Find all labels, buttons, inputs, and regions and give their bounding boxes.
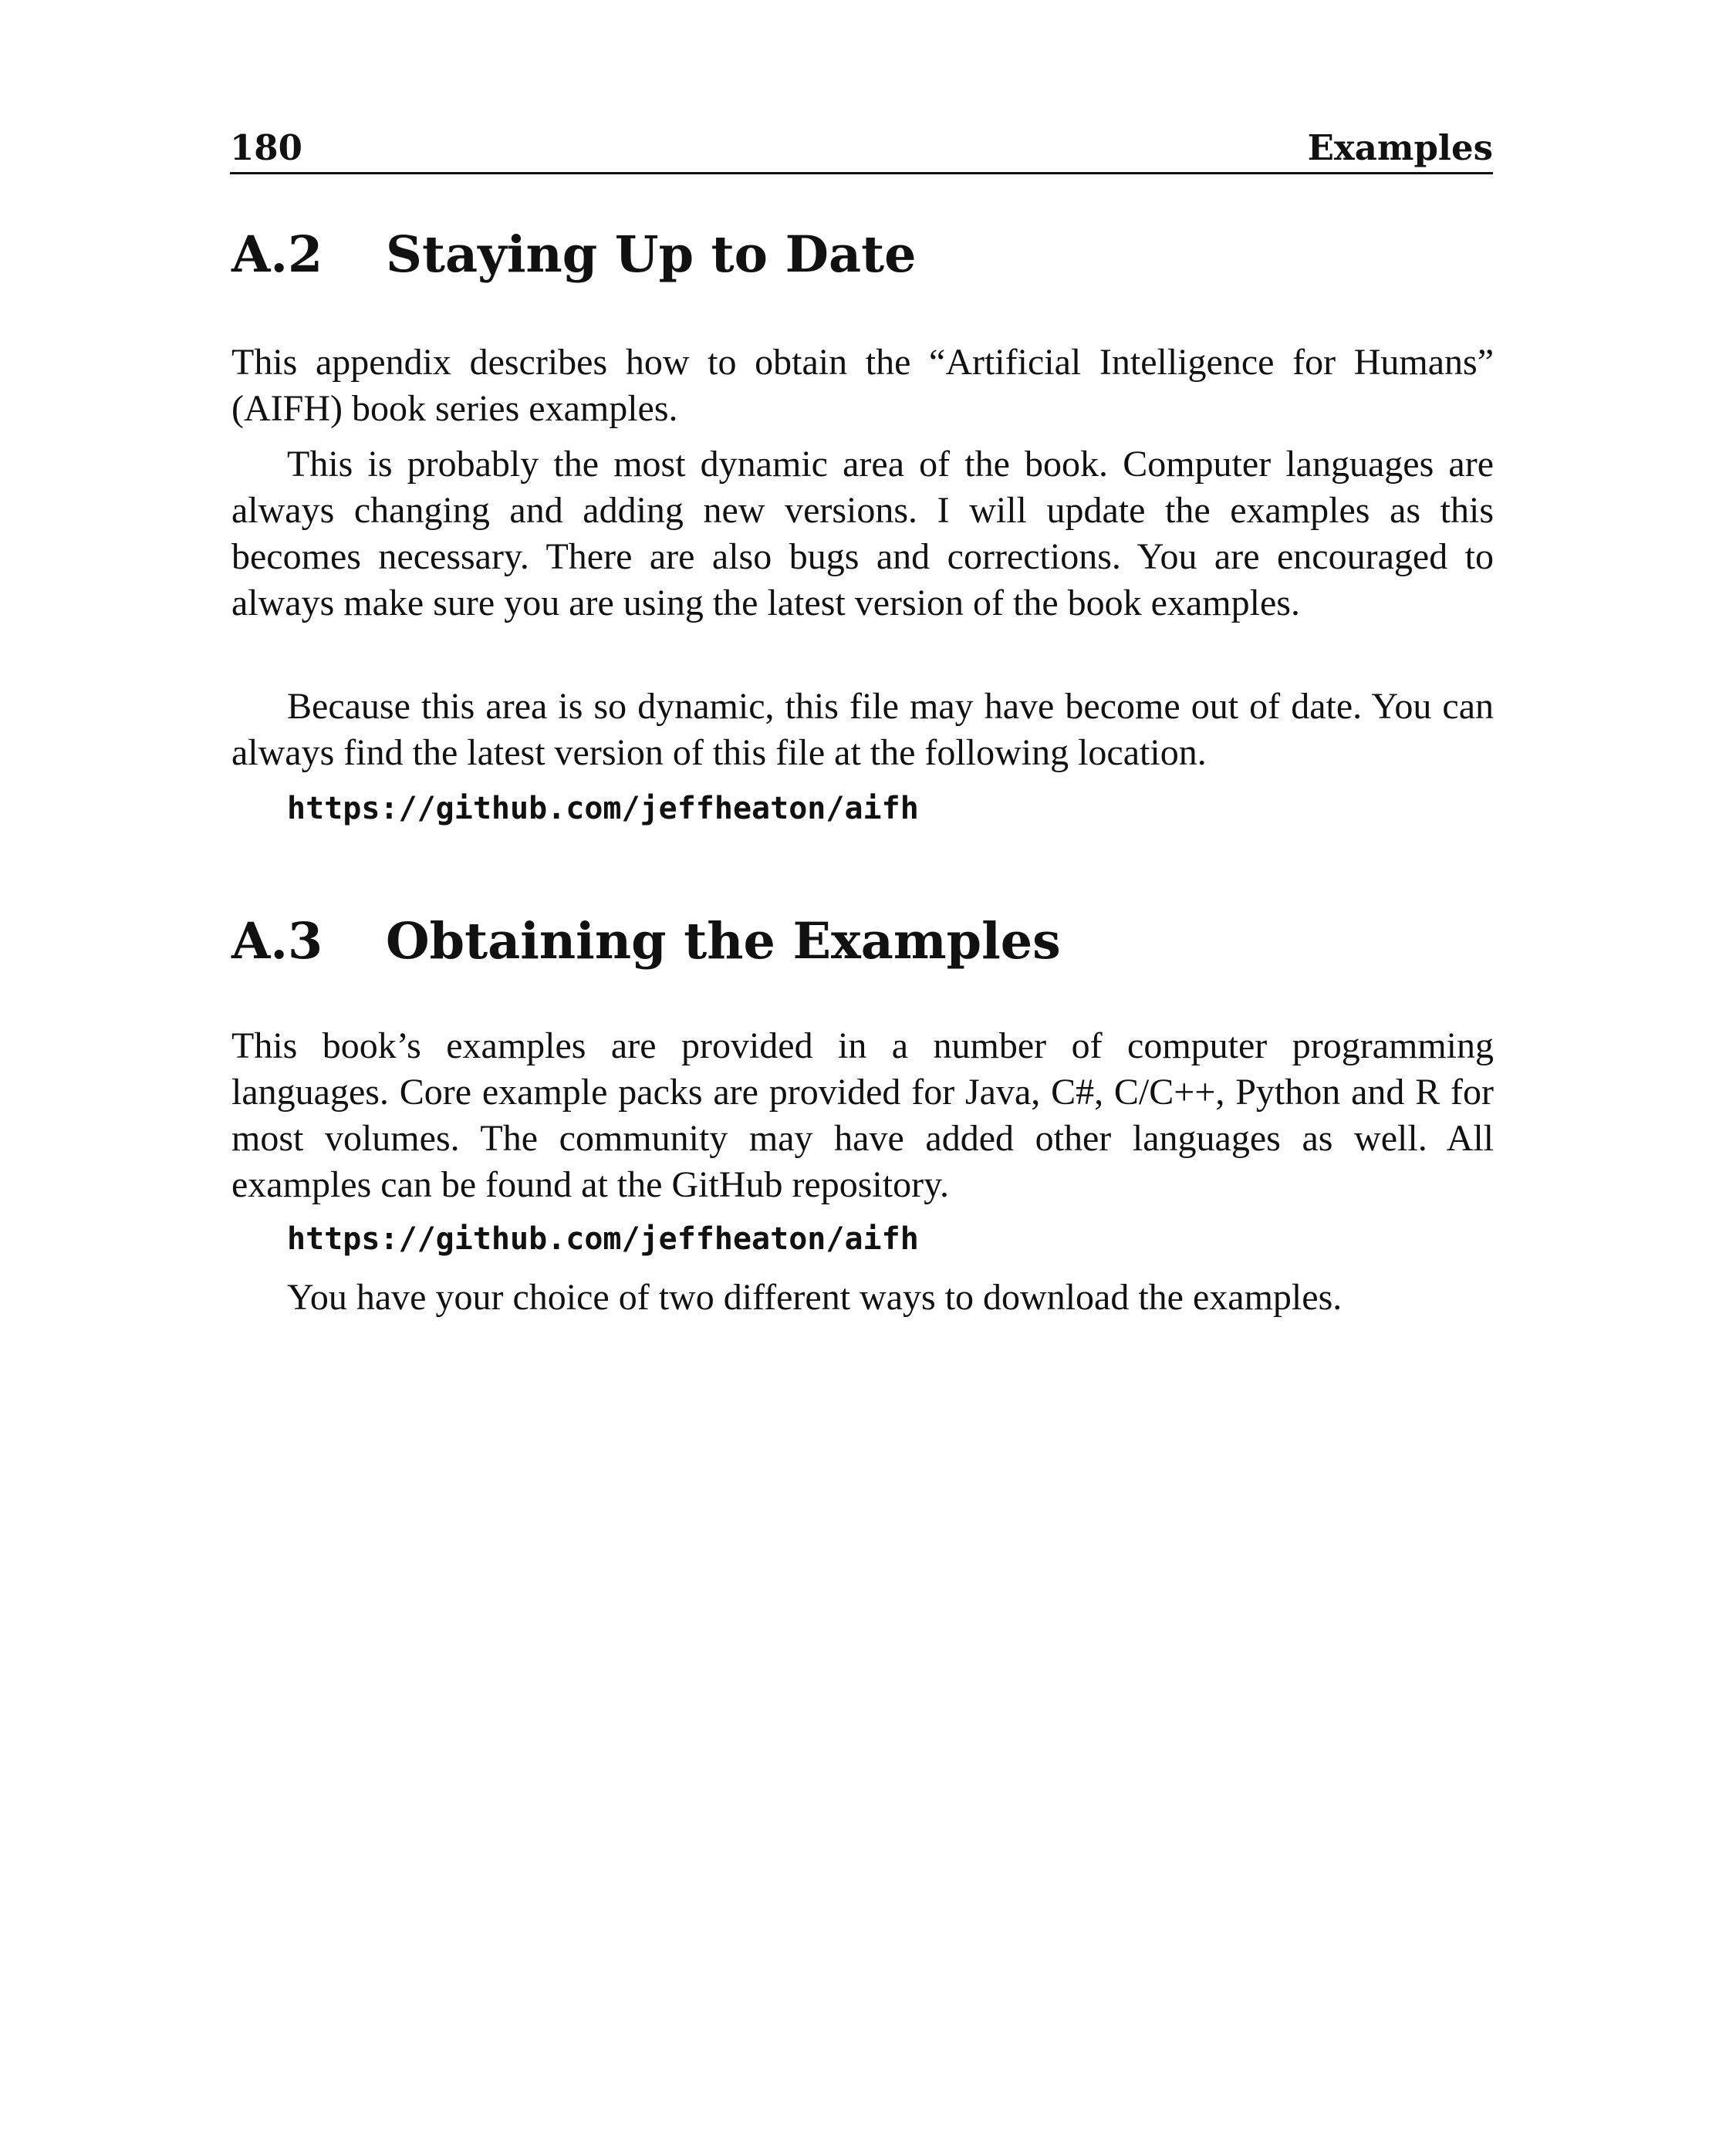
page-number: 180 [230, 127, 302, 168]
paragraph-download-choice: You have your choice of two different ways to download the examples. [287, 1277, 1343, 1318]
repository-url-link[interactable]: https://github.com/jeffheaton/aifh [287, 791, 919, 826]
section-number: A.2 [231, 225, 323, 284]
running-head [230, 127, 1493, 174]
repository-url-link[interactable]: https://github.com/jeffheaton/aifh [287, 1221, 919, 1257]
section-number: A.3 [231, 912, 323, 971]
section-heading-a2 [231, 224, 917, 285]
paragraph-intro: This appendix describes how to obtain the “Artificial Intelligence for Humans” (AIFH) book series examples. [231, 342, 1494, 429]
paragraph-dynamic-area: This is probably the most dynamic area of the book. Computer languages are always changing and adding new versions. I will update the examples as this becomes necessary. There are also bugs and corrections. You are encouraged to always make sure you are using the latest version of the book examples. [231, 444, 1494, 623]
paragraph-out-of-date: Because this area is so dynamic, this file may have become out of date. You can always find the latest version of this file at the following location. [231, 686, 1494, 773]
chapter-title: Examples [1307, 127, 1493, 168]
section-heading-a3 [231, 910, 1061, 972]
paragraph-languages: This book’s examples are provided in a number of computer programming languages. Core example packs are provided for Java, C#, C/C++, Python and R for most volumes. The community may have added other languages as well. All examples can be found at the GitHub repository. [231, 1025, 1494, 1205]
section-title: Staying Up to Date [386, 225, 917, 284]
section-title: Obtaining the Examples [386, 912, 1061, 971]
